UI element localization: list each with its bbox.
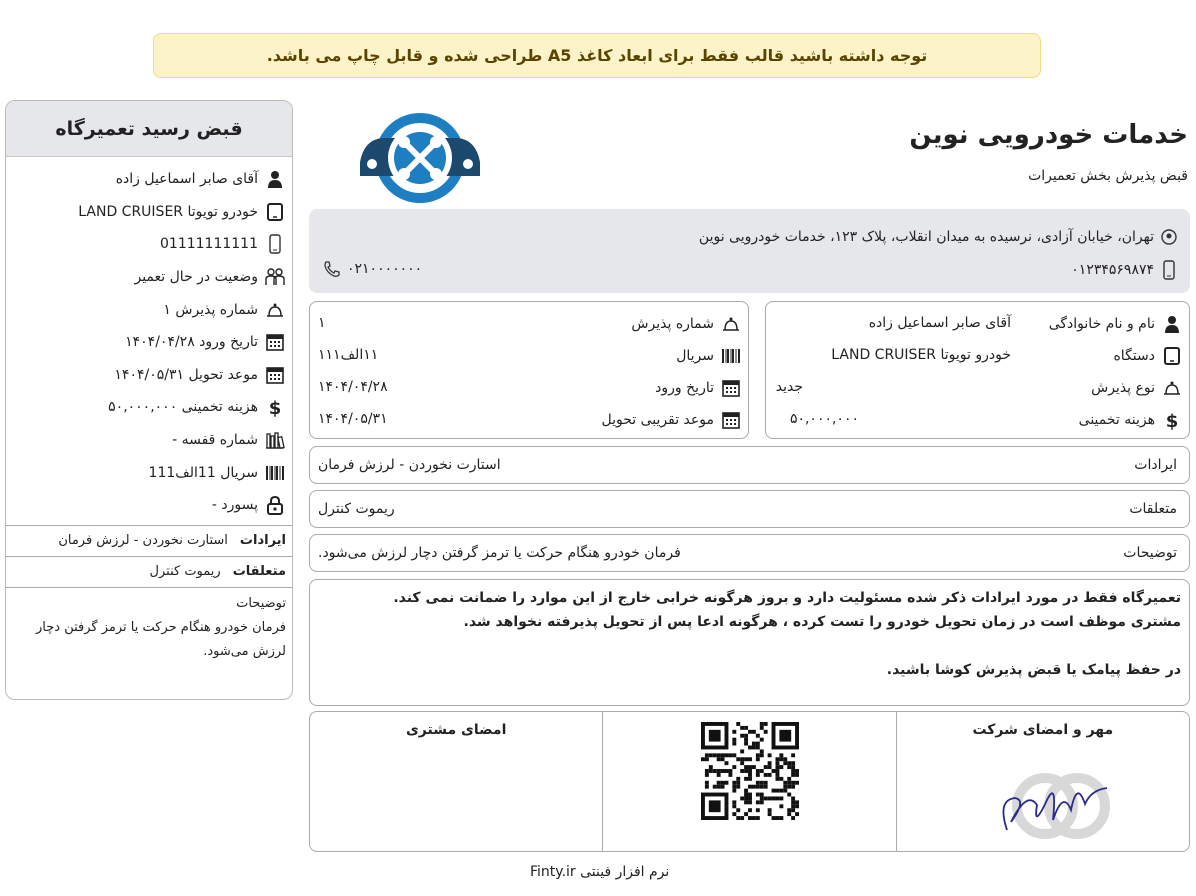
reception-number-label: شماره پذیرش [631, 316, 714, 332]
calendar-icon [264, 331, 286, 353]
lock-icon [264, 494, 286, 516]
reception-entry-label: تاریخ ورود [655, 380, 714, 396]
shelf-icon [264, 429, 286, 451]
reception-entry-value: ۱۴۰۴/۰۴/۲۸ [318, 379, 388, 395]
reception-serial-value: ۱۱الف۱۱۱ [318, 347, 379, 363]
company-signature-label: مهر و امضای شرکت [972, 722, 1114, 738]
customer-name-value: آقای صابر اسماعیل زاده [868, 315, 1011, 331]
bell-icon [721, 315, 741, 333]
reception-serial-label-row [676, 340, 742, 372]
calendar-icon [264, 364, 286, 386]
notes-row [309, 534, 1190, 572]
company-signature-cell [897, 712, 1189, 851]
person-icon [1164, 315, 1180, 333]
receipt-row [12, 424, 286, 457]
receipt-row-text: سریال 11الف111 [148, 464, 258, 481]
qr-code-image [701, 722, 799, 820]
company-logo [358, 110, 482, 206]
location-icon [1160, 228, 1178, 246]
footer-credit: نرم افزار فینتی Finty.ir [530, 864, 670, 880]
receipt-accessories-label: متعلقات [232, 564, 286, 580]
receipt-row-text: آقای صابر اسماعیل زاده [115, 171, 258, 188]
reception-delivery-value: ۱۴۰۴/۰۵/۳۱ [318, 411, 388, 427]
company-signature-image [967, 760, 1117, 850]
receipt-row-text: 01111111111 [160, 236, 258, 253]
terms-box [309, 579, 1190, 706]
reception-info-box [309, 301, 749, 439]
defects-value: استارت نخوردن - لرزش فرمان [318, 457, 501, 473]
receipt-row [12, 326, 286, 359]
customer-device-value: خودرو تویوتا LAND CRUISER [831, 347, 1011, 363]
customer-signature-cell [310, 712, 603, 851]
reception-serial-label: سریال [676, 348, 714, 364]
mobile-phone-icon [1160, 260, 1178, 280]
receipt-row-text: تاریخ ورود ۱۴۰۴/۰۴/۲۸ [125, 334, 258, 351]
calendar-icon [722, 379, 740, 397]
accessories-label: متعلقات [1129, 501, 1177, 517]
receipt-notes-label: توضیحات [236, 595, 286, 611]
accessories-row [309, 490, 1190, 528]
qr-cell [603, 712, 896, 851]
person-icon [264, 168, 286, 190]
receipt-row [12, 489, 286, 522]
receipt-row-text: پسورد - [211, 497, 258, 514]
barcode-icon [264, 462, 286, 484]
reception-number-value: ۱ [318, 315, 326, 331]
terms-line-2: مشتری موظف است در زمان تحویل خودرو را تست کرده ، هرگونه ادعا پس از تحویل پذیرفته نخواهد شد. [463, 614, 1181, 630]
customer-info-box [765, 301, 1190, 439]
mobile-phone-icon [264, 233, 286, 255]
receipt-title: قبض رسید تعمیرگاه [6, 101, 292, 157]
receipt-row [12, 293, 286, 326]
receipt-accessories-value: ریموت کنترل [149, 564, 221, 580]
receipt-row [12, 359, 286, 392]
calendar-icon [722, 411, 740, 429]
barcode-icon [721, 348, 741, 364]
bell-icon [264, 299, 286, 321]
receipt-accessories [6, 556, 292, 587]
receipt-row-text: هزینه تخمینی ۵۰,۰۰۰,۰۰۰ [108, 399, 258, 416]
customer-type-label: نوع پذیرش [1091, 380, 1155, 396]
receipt-row [12, 261, 286, 294]
customer-type-label-row [1091, 372, 1183, 404]
signature-section [309, 711, 1190, 852]
receipt-notes [6, 587, 292, 668]
receipt-stub [5, 100, 293, 700]
customer-name-label: نام و نام خانوادگی [1048, 316, 1155, 332]
notes-value: فرمان خودرو هنگام حرکت یا ترمز گرفتن دچار لرزش می‌شود. [318, 545, 681, 561]
tablet-icon [1164, 347, 1180, 365]
reception-entry-label-row [655, 372, 742, 404]
customer-cost-value: ۵۰,۰۰۰,۰۰۰ [789, 411, 859, 427]
defects-row [309, 446, 1190, 484]
receipt-defects-value: استارت نخوردن - لرزش فرمان [58, 533, 228, 549]
receipt-row [12, 391, 286, 424]
address-text: تهران، خیابان آزادی، نرسیده به میدان انقلاب، پلاک ۱۲۳، خدمات خودرویی نوین [698, 229, 1154, 245]
defects-label: ایرادات [1134, 457, 1177, 473]
svg-text:$: $ [1165, 411, 1179, 430]
receipt-list [6, 157, 292, 522]
receipt-row-text: شماره پذیرش ۱ [163, 301, 258, 318]
tablet-icon [264, 201, 286, 223]
receipt-row-text: خودرو تویوتا LAND CRUISER [78, 203, 258, 220]
svg-text:$: $ [268, 398, 282, 418]
receipt-notes-value: فرمان خودرو هنگام حرکت یا ترمز گرفتن دچار لرزش می‌شود. [36, 619, 286, 659]
receipt-row [12, 456, 286, 489]
customer-device-label-row [1113, 340, 1183, 372]
receipt-row-text: وضعیت در حال تعمیر [134, 269, 258, 286]
customer-type-value: جدید [775, 379, 803, 395]
mobile-number: ۰۱۲۳۴۵۶۹۸۷۴ [1071, 262, 1154, 278]
notes-label: توضیحات [1123, 545, 1177, 561]
print-notice: توجه داشته باشید قالب فقط برای ابعاد کاغذ A5 طراحی شده و قابل چاپ می باشد. [153, 33, 1041, 78]
terms-line-3: در حفظ پیامک یا قبض پذیرش کوشا باشید. [886, 662, 1181, 678]
customer-name-label-row [1049, 308, 1183, 340]
customer-device-label: دستگاه [1113, 348, 1155, 364]
receipt-defects-label: ایرادات [239, 533, 286, 549]
phone-icon [323, 260, 341, 278]
reception-number-label-row [631, 308, 742, 340]
receipt-row [12, 163, 286, 196]
company-name: خدمات خودرویی نوین [909, 120, 1188, 150]
reception-delivery-label-row [602, 404, 743, 436]
dollar-icon [264, 396, 286, 418]
receipt-row-text: شماره قفسه - [172, 432, 258, 449]
phone-number: ۰۲۱۰۰۰۰۰۰۰ [347, 261, 423, 277]
receipt-row [12, 196, 286, 229]
customer-cost-label: هزینه تخمینی [1078, 412, 1155, 428]
receipt-row [12, 228, 286, 261]
customer-signature-label: امضای مشتری [405, 722, 507, 738]
terms-line-1: تعمیرگاه فقط در مورد ایرادات ذکر شده مسئولیت دارد و بروز هرگونه خرابی خارج از این موارد را ضمانت نمی کند. [393, 590, 1181, 606]
people-icon [264, 266, 286, 288]
customer-cost-label-row [1079, 404, 1183, 436]
reception-delivery-label: موعد تقریبی تحویل [601, 412, 714, 428]
phone-line [323, 260, 422, 278]
accessories-value: ریموت کنترل [318, 501, 395, 517]
company-contact [309, 209, 1190, 293]
bell-icon [1162, 379, 1182, 397]
receipt-row-text: موعد تحویل ۱۴۰۴/۰۵/۳۱ [114, 366, 258, 383]
address-line [699, 228, 1178, 246]
dollar-icon [1165, 410, 1179, 430]
receipt-defects [6, 525, 292, 556]
company-subtitle: قبض پذیرش بخش تعمیرات [1028, 168, 1188, 184]
mobile-line [1071, 260, 1178, 280]
